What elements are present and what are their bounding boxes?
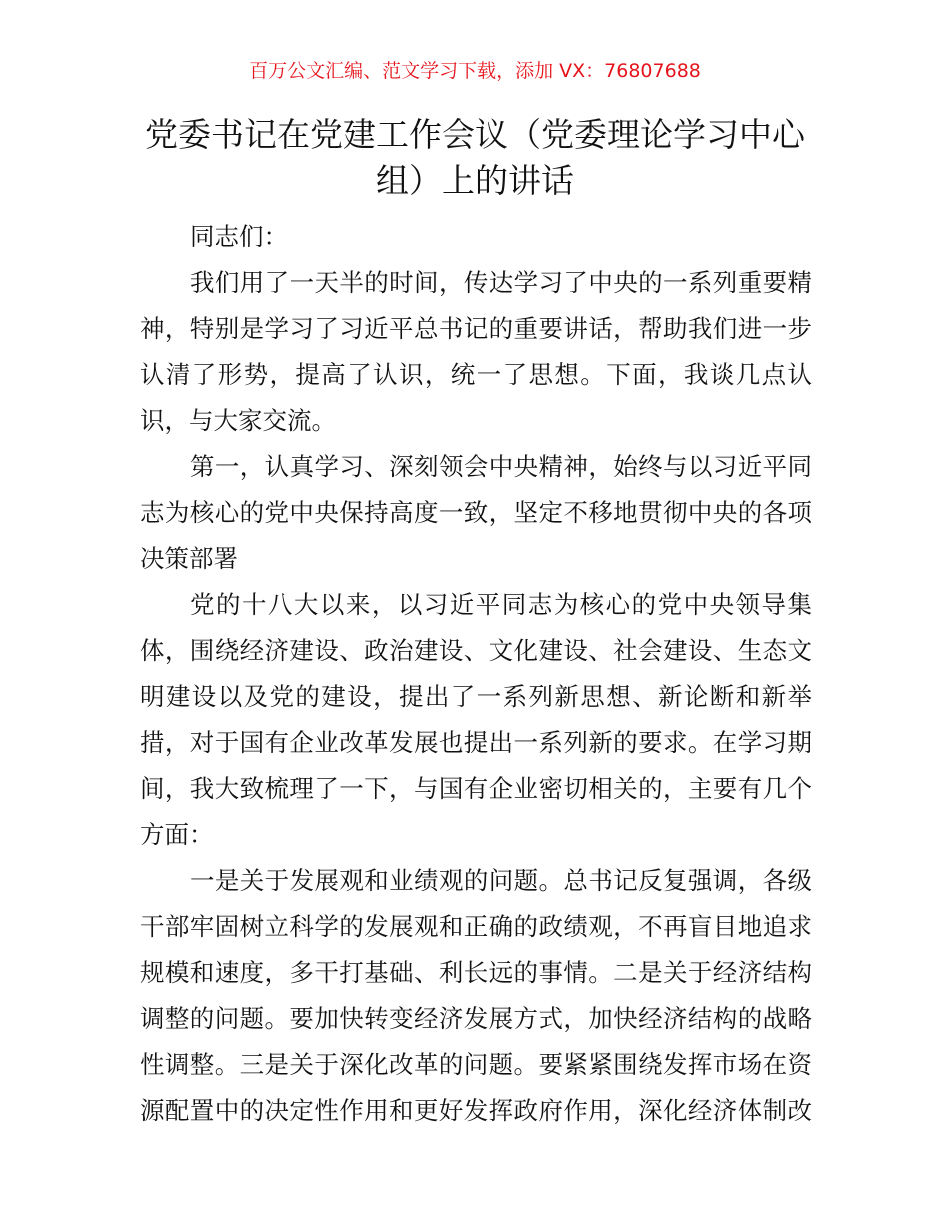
paragraph-line: 调整的问题。要加快转变经济发展方式，加快经济结构的战略 [140, 1004, 812, 1033]
paragraph-line: 一是关于发展观和业绩观的问题。总书记反复强调，各级 [190, 866, 812, 895]
paragraph-line: 措，对于国有企业改革发展也提出一系列新的要求。在学习期 [140, 728, 812, 757]
paragraph-line: 干部牢固树立科学的发展观和正确的政绩观，不再盲目地追求 [140, 912, 812, 941]
paragraph-line: 决策部署 [140, 544, 238, 573]
paragraph [140, 444, 812, 582]
paragraph [140, 582, 812, 858]
paragraph-line: 志为核心的党中央保持高度一致，坚定不移地贯彻中央的各项 [140, 498, 812, 527]
paragraph [140, 214, 812, 260]
paragraph-line: 神，特别是学习了习近平总书记的重要讲话，帮助我们进一步 [140, 314, 812, 343]
paragraph-line: 性调整。三是关于深化改革的问题。要紧紧围绕发挥市场在资 [140, 1050, 812, 1079]
paragraph-line: 识，与大家交流。 [140, 406, 336, 435]
paragraph-line: 规模和速度，多干打基础、利长远的事情。二是关于经济结构 [140, 958, 812, 987]
title-line: 党委书记在党建工作会议（党委理论学习中心 [145, 115, 805, 154]
paragraph [140, 260, 812, 444]
document-body [140, 214, 812, 1134]
paragraph-line: 源配置中的决定性作用和更好发挥政府作用，深化经济体制改 [140, 1096, 812, 1125]
title-line: 组）上的讲话 [376, 161, 574, 200]
paragraph-line: 我们用了一天半的时间，传达学习了中央的一系列重要精 [190, 268, 812, 297]
paragraph [140, 858, 812, 1134]
paragraph-line: 第一，认真学习、深刻领会中央精神，始终与以习近平同 [190, 452, 812, 481]
paragraph-line: 间，我大致梳理了一下，与国有企业密切相关的，主要有几个 [140, 774, 812, 803]
document-title [100, 112, 850, 204]
watermark-banner: 百万公文汇编、范文学习下载，添加 VX：76807688 [249, 60, 701, 82]
paragraph-line: 党的十八大以来，以习近平同志为核心的党中央领导集 [190, 590, 812, 619]
paragraph-line: 认清了形势，提高了认识，统一了思想。下面，我谈几点认 [140, 360, 812, 389]
paragraph-line: 明建设以及党的建设，提出了一系列新思想、新论断和新举 [140, 682, 812, 711]
paragraph-line: 体，围绕经济建设、政治建设、文化建设、社会建设、生态文 [140, 636, 812, 665]
paragraph-line: 方面： [140, 820, 214, 849]
paragraph-line: 同志们： [190, 222, 288, 251]
